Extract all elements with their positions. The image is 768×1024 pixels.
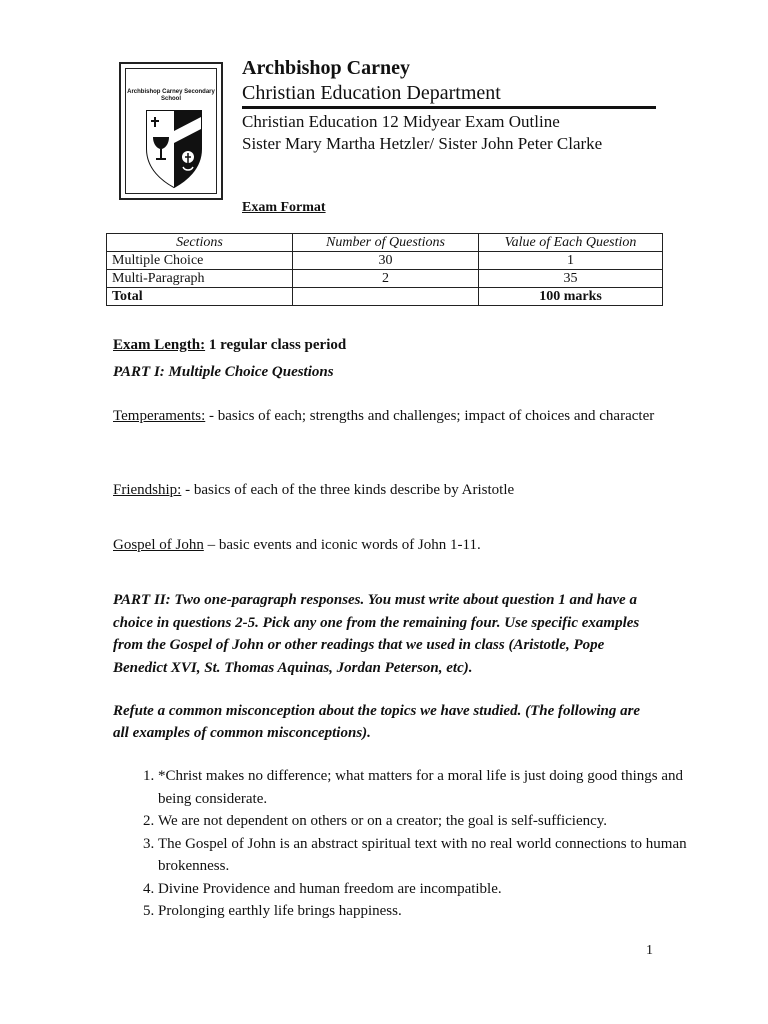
list-item: 4. Divine Providence and human freedom are incompatible.	[158, 878, 703, 901]
misconception-list	[113, 765, 703, 923]
table-cell	[293, 288, 479, 306]
exam-length-label: Exam Length:	[113, 337, 206, 353]
list-item: 1. *Christ makes no difference; what matters for a moral life is just doing good things and being considerate.	[158, 765, 703, 810]
table-header-row	[107, 234, 663, 252]
topic-friendship	[113, 480, 658, 501]
table-cell: Multiple Choice	[107, 252, 293, 270]
column-header: Value of Each Question	[479, 234, 663, 252]
topic-text: - basics of each; strengths and challenges; impact of choices and character	[205, 408, 655, 424]
table-cell: Multi-Paragraph	[107, 270, 293, 288]
column-header: Number of Questions	[293, 234, 479, 252]
column-header: Sections	[107, 234, 293, 252]
topic-label: Gospel of John	[113, 537, 204, 553]
table-cell: 30	[293, 252, 479, 270]
department-name: Christian Education Department	[242, 82, 501, 104]
school-logo	[119, 62, 223, 200]
table-cell: 100 marks	[479, 288, 663, 306]
table-row	[107, 270, 663, 288]
part2-instruction: Refute a common misconception about the topics we have studied. (The following are all examples of common misconceptions).	[113, 703, 641, 741]
topic-text: - basics of each of the three kinds describe by Aristotle	[181, 482, 515, 498]
teacher-names: Sister Mary Martha Hetzler/ Sister John Peter Clarke	[242, 134, 603, 153]
part2-heading: PART II: Two one-paragraph responses. You must write about question 1 and have a choice in questions 2-5. Pick any one from the remaining four. Use specific examples from the Gospel of John or other readings that we used in class (Aristotle, Pope Benedict XVI, St. Thomas Aquinas, Jordan Peterson, etc).	[113, 592, 640, 676]
part1-heading: PART I: Multiple Choice Questions	[113, 364, 334, 380]
table-cell: 2	[293, 270, 479, 288]
exam-length-value: 1 regular class period	[205, 337, 347, 353]
exam-length	[113, 335, 658, 356]
topic-text: – basic events and iconic words of John 1-11.	[203, 537, 481, 553]
topic-label: Temperaments:	[113, 408, 206, 424]
crest-icon	[145, 109, 203, 189]
table-row-total	[107, 288, 663, 306]
course-title: Christian Education 12 Midyear Exam Outline	[242, 112, 560, 131]
table-row	[107, 252, 663, 270]
page-number: 1	[646, 943, 653, 958]
school-name: Archbishop Carney	[242, 57, 410, 79]
table-cell: Total	[107, 288, 293, 306]
logo-school-name: Archbishop Carney Secondary School	[127, 89, 215, 102]
topic-temperaments	[113, 406, 658, 427]
list-item: 2. We are not dependent on others or on a creator; the goal is self-sufficiency.	[158, 810, 703, 833]
topic-label: Friendship:	[113, 482, 182, 498]
topic-gospel-of-john	[113, 535, 658, 556]
header-divider	[242, 106, 656, 109]
table-cell: 35	[479, 270, 663, 288]
list-item: 3. The Gospel of John is an abstract spiritual text with no real world connections to human brokenness.	[158, 833, 703, 878]
exam-format-table	[106, 233, 663, 306]
table-cell: 1	[479, 252, 663, 270]
exam-format-heading: Exam Format	[242, 200, 326, 215]
list-item: 5. Prolonging earthly life brings happiness.	[158, 900, 703, 923]
